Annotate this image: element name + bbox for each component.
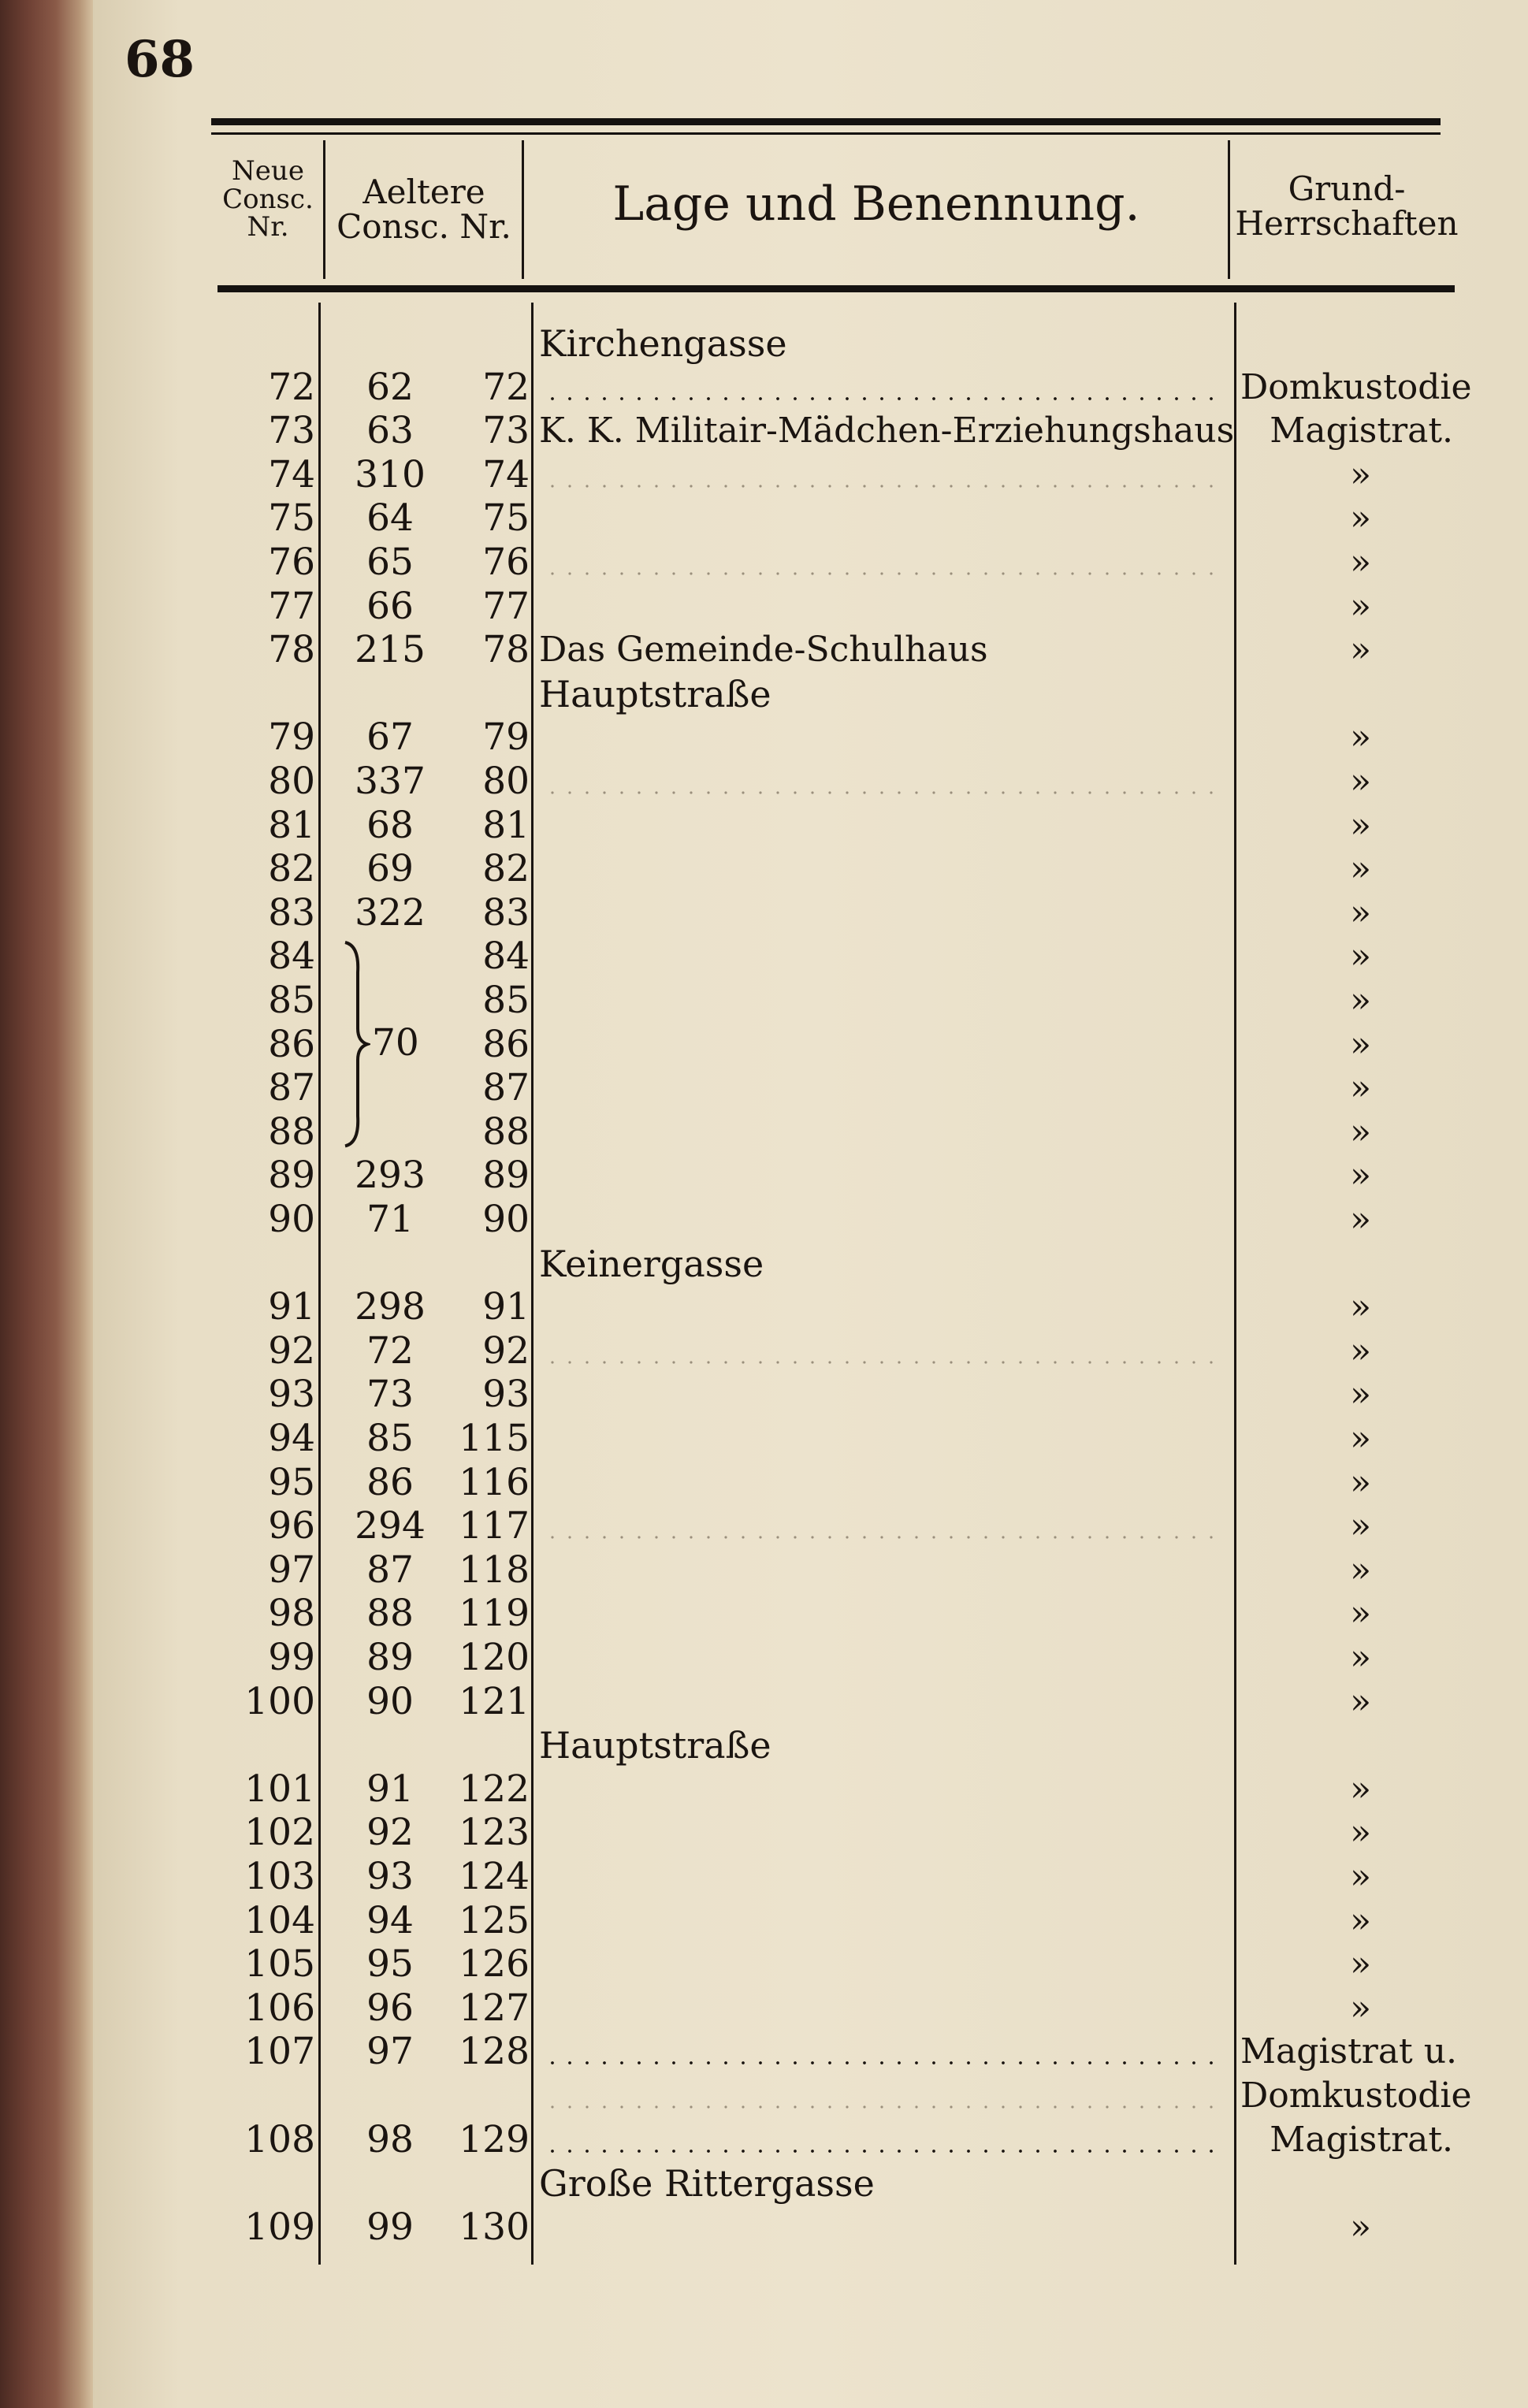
body-divider-2: [531, 303, 533, 2265]
new-number: 106: [244, 1986, 315, 2030]
ditto-mark: »: [1350, 1900, 1371, 1941]
new-number: 103: [244, 1855, 315, 1898]
old-number-2: 73: [482, 409, 530, 453]
old-number: 71: [366, 1198, 414, 1241]
new-number: 89: [268, 1154, 315, 1198]
old-number-2: 119: [459, 1592, 530, 1636]
new-number: 78: [268, 628, 315, 672]
header-divider-3: [1228, 140, 1230, 279]
ditto-mark: »: [1350, 1374, 1371, 1415]
ditto-mark: »: [1350, 980, 1371, 1020]
brace-value: 70: [372, 1020, 419, 1065]
old-number: 90: [366, 1679, 414, 1723]
old-number-2: 82: [482, 847, 530, 891]
ditto-mark: »: [1350, 1768, 1371, 1809]
old-number: 298: [355, 1285, 426, 1329]
old-number: 92: [366, 1811, 414, 1855]
old-number-2: 93: [482, 1373, 530, 1417]
old-number-2: 78: [482, 628, 530, 672]
section-heading: Hauptstraße: [539, 672, 771, 715]
new-number: 97: [268, 1548, 315, 1592]
old-number-2: 130: [459, 2205, 530, 2249]
old-number: 93: [366, 1855, 414, 1898]
old-number-2: 115: [459, 1417, 530, 1460]
leader-dots: [544, 2105, 1221, 2109]
old-number: 72: [366, 1328, 414, 1373]
location-name: Das Gemeinde-Schulhaus: [539, 630, 988, 671]
header-rule: [217, 285, 1455, 292]
old-number-2: 72: [482, 365, 530, 409]
new-number: 75: [268, 496, 315, 541]
leader-dots: [544, 2061, 1221, 2064]
old-number-2: 117: [459, 1504, 530, 1548]
old-number: 99: [366, 2205, 414, 2249]
section-heading: Große Rittergasse: [539, 2162, 875, 2205]
new-number: 74: [268, 452, 315, 496]
leader-dots: [544, 2150, 1221, 2153]
new-number: 95: [268, 1460, 315, 1504]
old-number-2: 87: [482, 1066, 530, 1110]
ditto-mark: »: [1350, 1111, 1371, 1152]
new-number: 109: [244, 2205, 315, 2249]
new-number: 84: [268, 935, 315, 979]
owner-name: Domkustodie: [1240, 366, 1472, 407]
old-number: 66: [366, 584, 414, 628]
ditto-mark: »: [1350, 1418, 1371, 1459]
old-number: 94: [366, 1898, 414, 1942]
page-number: 68: [125, 30, 195, 89]
old-number-2: 92: [482, 1328, 530, 1373]
old-number-2: 79: [482, 715, 530, 760]
owner-name: Magistrat u.: [1240, 2031, 1458, 2072]
new-number: 83: [268, 890, 315, 935]
ditto-mark: »: [1350, 892, 1371, 933]
new-number: 90: [268, 1198, 315, 1241]
new-number: 105: [244, 1942, 315, 1986]
new-number: 92: [268, 1328, 315, 1373]
old-number: 89: [366, 1636, 414, 1679]
header-new-number: Neue Consc. Nr.: [222, 155, 314, 243]
ditto-mark: »: [1350, 1681, 1371, 1722]
ditto-mark: »: [1350, 1199, 1371, 1239]
header-owner: Grund- Herrschaften: [1235, 169, 1459, 243]
new-number: 77: [268, 584, 315, 628]
ditto-mark: »: [1350, 1549, 1371, 1590]
old-number: 87: [366, 1548, 414, 1592]
leader-dots: [544, 1361, 1221, 1364]
new-number: 73: [268, 409, 315, 453]
old-number-2: 91: [482, 1285, 530, 1329]
old-number: 63: [366, 409, 414, 453]
new-number: 79: [268, 715, 315, 760]
ditto-mark: »: [1350, 1155, 1371, 1196]
new-number: 85: [268, 979, 315, 1022]
ditto-mark: »: [1350, 2206, 1371, 2247]
old-number-2: 86: [482, 1022, 530, 1066]
old-number-2: 74: [482, 452, 530, 496]
new-number: 104: [244, 1898, 315, 1942]
ditto-mark: »: [1350, 1637, 1371, 1678]
new-number: 102: [244, 1811, 315, 1855]
ditto-mark: »: [1350, 805, 1371, 845]
new-number: 87: [268, 1066, 315, 1110]
old-number: 337: [355, 760, 426, 803]
old-number: 67: [366, 715, 414, 760]
ditto-mark: »: [1350, 630, 1371, 671]
ditto-mark: »: [1350, 1287, 1371, 1328]
new-number: 91: [268, 1285, 315, 1329]
location-name: K. K. Militair-Mädchen-Erziehungshaus: [539, 411, 1235, 452]
leader-dots: [544, 485, 1221, 488]
old-number: 64: [366, 496, 414, 541]
old-number-2: 124: [459, 1855, 530, 1898]
old-number: 88: [366, 1592, 414, 1636]
new-number: 80: [268, 760, 315, 803]
old-number-2: 116: [459, 1460, 530, 1504]
old-number-2: 75: [482, 496, 530, 541]
ditto-mark: »: [1350, 1024, 1371, 1065]
ditto-mark: »: [1350, 1462, 1371, 1503]
ditto-mark: »: [1350, 1856, 1371, 1897]
new-number: 99: [268, 1636, 315, 1679]
old-number-2: 77: [482, 584, 530, 628]
old-number-2: 76: [482, 541, 530, 584]
old-number: 91: [366, 1767, 414, 1811]
old-number-2: 118: [459, 1548, 530, 1592]
old-number-2: 127: [459, 1986, 530, 2030]
new-number: 101: [244, 1767, 315, 1811]
ditto-mark: »: [1350, 1812, 1371, 1853]
old-number-2: 120: [459, 1636, 530, 1679]
old-number: 86: [366, 1460, 414, 1504]
brace-icon: [339, 941, 370, 1147]
leader-dots: [544, 1536, 1221, 1539]
old-number: 65: [366, 541, 414, 584]
old-number-2: 125: [459, 1898, 530, 1942]
old-number-2: 121: [459, 1679, 530, 1723]
ditto-mark: »: [1350, 1944, 1371, 1985]
body-divider-1: [318, 303, 321, 2265]
ditto-mark: »: [1350, 1593, 1371, 1634]
old-number: 98: [366, 2117, 414, 2161]
old-number-2: 90: [482, 1198, 530, 1241]
old-number: 310: [355, 452, 426, 496]
old-number-2: 88: [482, 1109, 530, 1154]
new-number: 107: [244, 2030, 315, 2074]
ditto-mark: »: [1350, 542, 1371, 582]
new-number: 108: [244, 2117, 315, 2161]
ditto-mark: »: [1350, 1068, 1371, 1109]
ditto-mark: »: [1350, 717, 1371, 758]
old-number-2: 89: [482, 1154, 530, 1198]
old-number: 95: [366, 1942, 414, 1986]
ditto-mark: »: [1350, 585, 1371, 626]
old-number: 73: [366, 1373, 414, 1417]
old-number: 294: [355, 1504, 426, 1548]
leader-dots: [544, 397, 1221, 400]
new-number: 86: [268, 1022, 315, 1066]
new-number: 96: [268, 1504, 315, 1548]
old-number: 322: [355, 890, 426, 935]
old-number: 69: [366, 847, 414, 891]
new-number: 100: [244, 1679, 315, 1723]
new-number: 81: [268, 803, 315, 847]
section-heading: Kirchengasse: [539, 322, 787, 365]
leader-dots: [544, 791, 1221, 794]
top-rule-thick: [211, 118, 1441, 125]
new-number: 98: [268, 1592, 315, 1636]
ditto-mark: »: [1350, 1987, 1371, 2028]
top-rule-thin: [211, 132, 1441, 135]
new-number: 82: [268, 847, 315, 891]
old-number-2: 128: [459, 2030, 530, 2074]
old-number-2: 81: [482, 803, 530, 847]
old-number-2: 85: [482, 979, 530, 1022]
old-number-2: 80: [482, 760, 530, 803]
new-number: 94: [268, 1417, 315, 1460]
section-heading: Hauptstraße: [539, 1724, 771, 1767]
header-old-number: Aeltere Consc. Nr.: [336, 173, 511, 247]
section-heading: Keinergasse: [539, 1242, 764, 1285]
ditto-mark: »: [1350, 1506, 1371, 1547]
old-number: 62: [366, 365, 414, 409]
ditto-mark: »: [1350, 498, 1371, 539]
old-number-2: 126: [459, 1942, 530, 1986]
old-number: 96: [366, 1986, 414, 2030]
owner-name: Domkustodie: [1240, 2075, 1472, 2116]
old-number: 68: [366, 803, 414, 847]
header-location: Lage und Benennung.: [612, 177, 1140, 232]
book-edge: [0, 0, 93, 2408]
owner-name: Magistrat.: [1270, 411, 1453, 452]
ditto-mark: »: [1350, 761, 1371, 801]
new-number: 76: [268, 541, 315, 584]
ditto-mark: »: [1350, 1330, 1371, 1371]
ditto-mark: »: [1350, 936, 1371, 977]
new-number: 72: [268, 365, 315, 409]
old-number-2: 84: [482, 935, 530, 979]
owner-name: Magistrat.: [1270, 2119, 1453, 2160]
old-number: 85: [366, 1417, 414, 1460]
old-number-2: 123: [459, 1811, 530, 1855]
header-divider-2: [522, 140, 524, 279]
old-number-2: 129: [459, 2117, 530, 2161]
ditto-mark: »: [1350, 454, 1371, 495]
new-number: 93: [268, 1373, 315, 1417]
old-number: 97: [366, 2030, 414, 2074]
ditto-mark: »: [1350, 849, 1371, 890]
new-number: 88: [268, 1109, 315, 1154]
old-number-2: 122: [459, 1767, 530, 1811]
leader-dots: [544, 572, 1221, 575]
header-divider-1: [323, 140, 325, 279]
old-number: 215: [355, 628, 426, 672]
old-number-2: 83: [482, 890, 530, 935]
old-number: 293: [355, 1154, 426, 1198]
